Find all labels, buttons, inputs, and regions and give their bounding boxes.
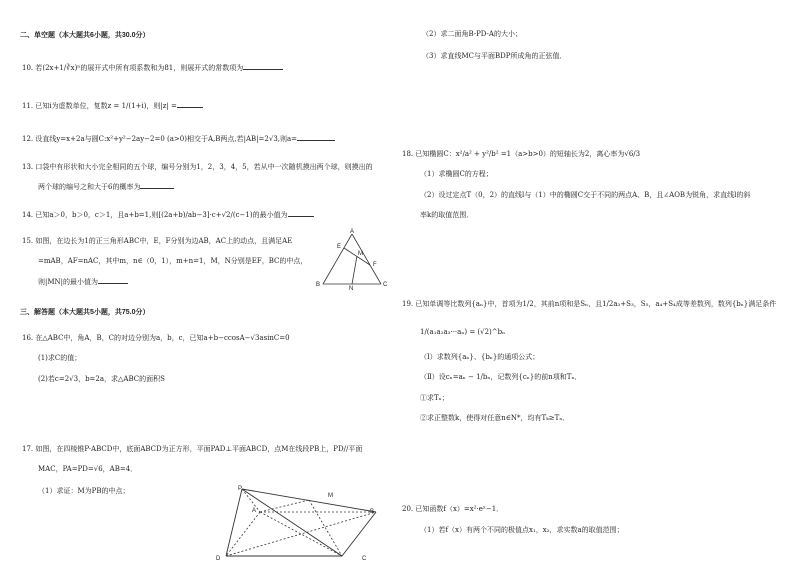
question-12: 12. 设直线y=x+2a与圆C:x²+y²−2ay−2=0 (a>0)相交于A,B两点,若|AB|=2√3,则a= [22, 133, 335, 144]
question-16-line1: 16. 在△ABC中，角A，B，C的对边分别为a，b，c，已知a+b−ccosA−√3asinC=0 [22, 334, 290, 342]
label-M: M [328, 493, 333, 499]
label-B: B [316, 282, 321, 288]
label-N: N [349, 286, 354, 290]
question-16-line2: (1)求C的值； [38, 354, 82, 362]
section-2-title: 二、单空题（本大题共6小题，共30.0分） [20, 32, 150, 39]
answer-blank [177, 100, 203, 108]
question-19-line5: ①求Tₙ； [420, 394, 449, 402]
question-14: 14. 已知a＞0，b＞0，c＞1，且a+b=1,则[(2a+b)/ab−3]·c+√2/(c−1)的最小值为 [22, 209, 314, 220]
question-15-line1: 15. 如图，在边长为1的正三角形ABC中，E，F分别为边AB，AC上的动点，且满足AE [22, 237, 293, 245]
pyramid-figure [210, 484, 382, 562]
label-F: F [373, 262, 377, 268]
question-20-line1: 20. 已知函数f（x）=x²·eˣ−1． [402, 505, 504, 513]
label-D: D [216, 556, 221, 562]
question-18-line1: 18. 已知椭圆C：x²/a² + y²/b² =1（a>b>0）的短轴长为2，离心率为√6/3 [402, 150, 641, 158]
answer-blank [243, 62, 283, 70]
question-17-part2: （2）求二面角B-PD-A的大小； [422, 30, 522, 38]
answer-blank [140, 181, 174, 189]
answer-blank [98, 276, 128, 284]
question-17-line1: 17. 如图，在四棱锥P-ABCD中，底面ABCD为正方形，平面PAD⊥平面ABCD，点M在线段PB上，PD//平面 [22, 445, 363, 453]
question-15-line2: =mAB，AF=nAC，其中m，n∈（0，1），m+n=1，M，N分别是EF，BC的中点， [38, 257, 308, 265]
question-18-line2: （1）求椭圆C的方程； [420, 170, 493, 178]
question-10: 10. 若(2x+1/∛x)ⁿ的展开式中所有项系数和为81，则展开式的常数项为 [22, 62, 283, 73]
label-C: C [383, 282, 388, 288]
answer-blank [297, 133, 335, 141]
question-19-line4: （Ⅱ）设cₙ=aₙ − 1/bₙ，记数列{cₙ}的前n项和Tₙ． [420, 373, 582, 381]
question-16-line3: (2)若c=2√3，b=2a，求△ABC的面积S [38, 375, 165, 383]
label-B: B [370, 509, 375, 515]
question-15-line3: 则|MN|的最小值为 [38, 276, 128, 287]
question-13-line1: 13. 口袋中有形状和大小完全相同的五个球，编号分别为1，2，3，4，5，若从中一次随机摸出两个球，则摸出的 [22, 163, 373, 171]
label-C: C [362, 556, 367, 562]
question-18-line4: 率k的取值范围． [420, 211, 474, 219]
section-3-title: 三、解答题（本大题共5小题，共75.0分） [20, 309, 150, 316]
label-P: P [238, 486, 243, 492]
question-18-line3: （2）设过定点T（0，2）的直线l与（1）中的椭圆C交于不同的两点A、B，且∠AOB为锐角，求直线l的斜 [420, 191, 751, 199]
triangle-figure [315, 228, 390, 290]
label-A: A [252, 508, 257, 514]
label-M: M [358, 251, 363, 257]
question-17-line3: （1）求证：M为PB的中点； [38, 487, 130, 495]
question-13-line2: 两个球的编号之和大于6的概率为 [38, 181, 174, 192]
question-17-line2: MAC，PA=PD=√6，AB=4． [38, 465, 138, 473]
question-19-line1: 19. 已知单调等比数列{aₙ}中，首项为1/2，其前n项和是Sₙ，且1/2a₃+S₃，S₅，a₄+S₄成等差数列，数列{bₙ}满足条件 [402, 300, 777, 308]
question-19-line6: ②求正整数k，使得对任意n∈N*，均有Tₖ≥Tₙ． [420, 414, 570, 422]
question-11: 11. 已知i为虚数单位，复数z = 1/(1+i)，则|z| = [22, 100, 203, 111]
label-E: E [337, 244, 342, 250]
label-A: A [350, 229, 355, 235]
answer-blank [288, 209, 314, 217]
question-19-line3: （Ⅰ）求数列{aₙ}、{bₙ}的通项公式； [420, 353, 540, 361]
question-20-line2: （1）若f（x）有两个不同的极值点x₁，x₂，求实数a的取值范围； [420, 526, 624, 534]
question-17-part3: （3）求直线MC与平面BDP所成角的正弦值． [422, 52, 567, 60]
question-19-line2: 1/(a₁a₂a₃···aₙ) = (√2)^bₙ [420, 328, 506, 336]
